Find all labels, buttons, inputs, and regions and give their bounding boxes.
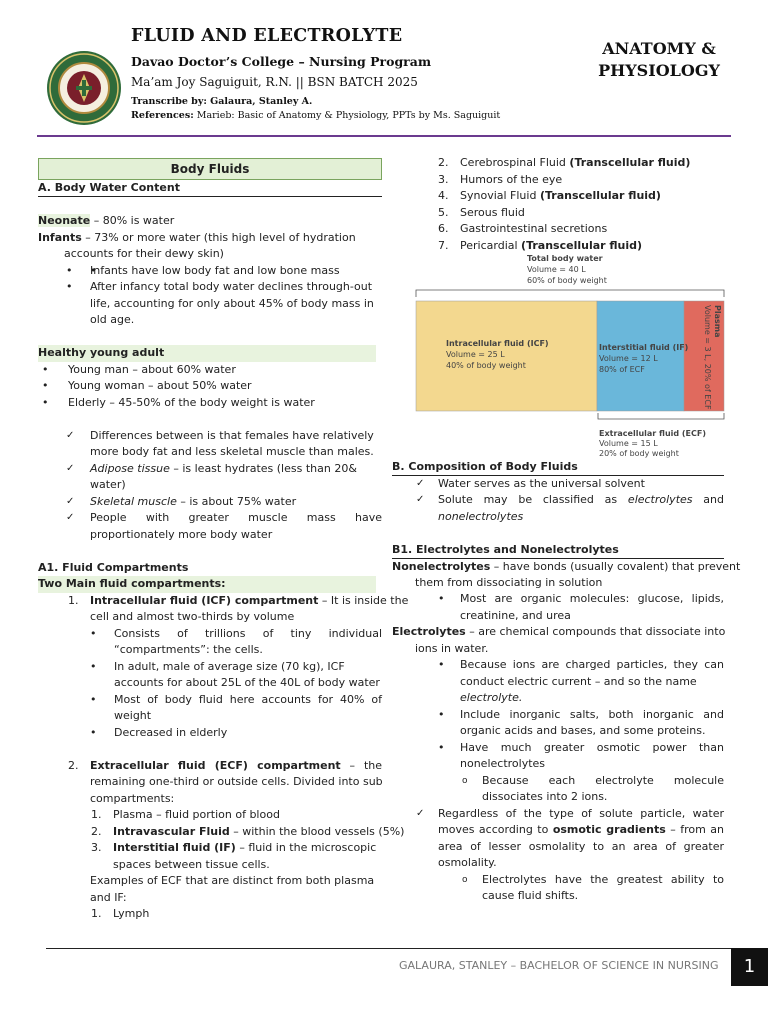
document-title: FLUID AND ELECTROLYTE	[131, 26, 403, 46]
example-lymph: 1. Lymph	[91, 907, 150, 920]
examples-intro: Examples of ECF that are distinct from both plasma	[90, 874, 375, 887]
bullet-osmotic-power: • Have much greater osmotic power than	[438, 740, 724, 754]
examples-intro-cont: and IF:	[90, 890, 127, 904]
header-divider	[37, 135, 731, 137]
bullet-icf-most-fluid-cont: weight	[114, 709, 152, 722]
subject-title: ANATOMY & PHYSIOLOGY	[598, 39, 720, 80]
bullet-inorganic-salts: • Include inorganic salts, both inorganic and	[438, 707, 724, 721]
check-regardless-solute-cont-2: area of lesser osmolality to an area of greater	[438, 839, 724, 853]
college-name: Davao Doctor’s College – Nursing Program	[131, 54, 432, 69]
item-ecf-cont-2: compartments:	[90, 791, 175, 805]
item-ecf-cont: remaining one-third or outside cells. Divided into sub	[90, 775, 383, 788]
label-icf-percent: 40% of body weight	[446, 361, 526, 370]
sub-interstitial: 3. Interstitial fluid (IF) – fluid in the microscopic	[91, 841, 377, 854]
circle-dissociates-cont: dissociates into 2 ions.	[482, 790, 608, 803]
left-column	[38, 158, 409, 923]
circle-fluid-shifts-cont: cause fluid shifts.	[482, 889, 579, 902]
infants-line: Infants – 73% or more water (this high level of hydration	[38, 230, 356, 244]
bullet-organic-molecules-cont: creatinine, and urea	[460, 608, 571, 622]
circle-fluid-shifts: o Electrolytes have the greatest ability to	[462, 872, 724, 886]
electrolytes-def-cont: ions in water.	[415, 641, 489, 655]
footer-divider	[46, 948, 768, 949]
example-serous: 5. Serous fluid	[438, 205, 525, 219]
page-number: 1	[731, 948, 768, 986]
bracket-ecf	[598, 413, 724, 419]
check-muscle-mass: ✓ People with greater muscle mass have	[66, 511, 382, 524]
bullet-icf-trillions-cont: “compartments”: the cells.	[114, 643, 263, 656]
label-ecf-percent: 20% of body weight	[599, 449, 679, 458]
check-universal-solvent: ✓ Water serves as the universal solvent	[416, 476, 645, 490]
bullet-charged-particles-cont: conduct electric current – and so the name	[460, 674, 697, 688]
label-total-volume: Volume = 40 L	[527, 265, 586, 274]
check-skeletal-muscle: ✓ Skeletal muscle – is about 75% water	[66, 494, 297, 508]
sub-interstitial-cont: spaces between tissue cells.	[113, 857, 270, 871]
example-csf: 2. Cerebrospinal Fluid (Transcellular fluid)	[438, 156, 691, 169]
bullet-charged-particles: • Because ions are charged particles, they can	[438, 658, 724, 671]
check-differences-cont: more body fat and less skeletal muscle than males.	[90, 445, 374, 458]
check-solute-classified-cont: nonelectrolytes	[438, 509, 524, 523]
bullet-infant-fat: • • Infants have low body fat and low bone mass	[38, 263, 382, 280]
label-total-body-water: Total body water	[527, 254, 603, 263]
heading-fluid-compartments: A1. Fluid Compartments	[38, 560, 189, 574]
check-regardless-solute-cont: moves according to osmotic gradients – from an	[438, 823, 724, 836]
heading-two-main-compartments: Two Main fluid compartments:	[38, 576, 376, 593]
bullet-organic-molecules: • Most are organic molecules: glucose, lipids,	[438, 592, 724, 605]
label-plasma-volume: Volume = 3 L, 20% of ECF	[703, 305, 712, 410]
bullet-icf-adult-male: • In adult, male of average size (70 kg), ICF	[90, 659, 345, 673]
item-icf-cont: cell and almost two-thirds by volume	[90, 610, 295, 623]
college-seal-logo	[46, 50, 122, 126]
label-total-percent: 60% of body weight	[527, 276, 607, 285]
example-synovial: 4. Synovial Fluid (Transcellular fluid)	[438, 189, 661, 202]
item-ecf-compartment: 2. Extracellular fluid (ECF) compartment – the	[68, 758, 382, 772]
label-plasma: Plasma	[713, 305, 722, 338]
bullet-infancy-decline-cont: life, accounting for only about 45% of body mass in	[90, 296, 374, 310]
section-title-body-fluids: Body Fluids	[38, 158, 382, 180]
example-eye-humors: 3. Humors of the eye	[438, 172, 563, 186]
bracket-total-body-water	[416, 290, 724, 297]
body-water-compartments-diagram	[415, 253, 725, 463]
label-if-percent: 80% of ECF	[599, 365, 645, 374]
transcriber-line: Transcribe by: Galaura, Stanley A.	[131, 96, 313, 107]
check-adipose: ✓ Adipose tissue – is least hydrates (less than 20&	[66, 461, 357, 475]
example-pericardial: 7. Pericardial (Transcellular fluid)	[438, 238, 643, 252]
bullet-osmotic-power-cont: nonelectrolytes	[460, 757, 546, 770]
example-gi-secretions: 6. Gastrointestinal secretions	[438, 222, 608, 235]
nonelectrolytes-def: Nonelectrolytes – have bonds (usually covalent) that prevent	[392, 560, 741, 573]
instructor-line: Ma’am Joy Saguiguit, R.N. || BSN BATCH 2025	[131, 75, 418, 89]
electrolytes-def: Electrolytes – are chemical compounds that dissociate into	[392, 625, 726, 638]
circle-dissociates: o Because each electrolyte molecule	[462, 773, 724, 787]
infants-line-cont: accounts for their dewy skin)	[64, 247, 224, 260]
bullet-icf-trillions: • Consists of trillions of tiny individual	[90, 626, 382, 640]
bullet-infancy-decline: • After infancy total body water declines through-out	[66, 280, 373, 293]
sub-plasma: 1. Plasma – fluid portion of blood	[91, 808, 280, 821]
bullet-icf-elderly: • Decreased in elderly	[90, 725, 228, 739]
bullet-icf-most-fluid: • Most of body fluid here accounts for 40% of	[90, 692, 382, 706]
bullet-charged-particles-end: electrolyte.	[460, 691, 523, 704]
label-ecf: Extracellular fluid (ECF)	[599, 429, 707, 438]
check-regardless-solute: ✓ Regardless of the type of solute particle, water	[416, 806, 724, 820]
label-icf-volume: Volume = 25 L	[446, 350, 505, 359]
check-adipose-cont: water)	[90, 478, 126, 491]
neonate-line: Neonate – 80% is water	[38, 214, 175, 227]
bullet-young-woman: • Young woman – about 50% water	[42, 379, 252, 392]
bullet-young-man: • Young man – about 60% water	[42, 362, 236, 376]
bullet-elderly: • Elderly – 45-50% of the body weight is water	[42, 395, 315, 409]
heading-body-water-content: A. Body Water Content	[38, 180, 382, 197]
label-if: Interstitial fluid (IF)	[599, 343, 689, 352]
label-if-volume: Volume = 12 L	[599, 354, 658, 363]
heading-electrolytes: B1. Electrolytes and Nonelectrolytes	[392, 542, 619, 556]
check-solute-classified: ✓ Solute may be classified as electrolytes and	[416, 493, 724, 506]
heading-healthy-young-adult: Healthy young adult	[38, 345, 376, 362]
references-line: References: Marieb: Basic of Anatomy & Physiology, PPTs by Ms. Saguiguit	[131, 110, 501, 121]
sub-intravascular: 2. Intravascular Fluid – within the blood vessels (5%)	[91, 824, 405, 838]
footer-author: GALAURA, STANLEY – BACHELOR OF SCIENCE IN NURSING	[399, 959, 719, 972]
check-regardless-solute-end: osmolality.	[438, 856, 497, 869]
nonelectrolytes-def-cont: them from dissociating in solution	[415, 575, 603, 589]
check-muscle-mass-cont: proportionately more body water	[90, 527, 273, 541]
heading-composition: B. Composition of Body Fluids	[392, 459, 724, 476]
bullet-icf-adult-male-cont: accounts for about 25L of the 40L of body water	[114, 676, 380, 689]
check-differences: ✓ Differences between is that females have relatively	[66, 428, 374, 442]
bullet-infancy-decline-end: old age.	[90, 313, 135, 326]
bullet-inorganic-salts-cont: organic acids and bases, and some proteins.	[460, 724, 706, 737]
label-icf: Intracellular fluid (ICF)	[446, 339, 549, 348]
item-icf-compartment: 1. Intracellular fluid (ICF) compartment – It is inside the	[68, 593, 409, 607]
block-intracellular-fluid	[416, 301, 597, 411]
label-ecf-volume: Volume = 15 L	[599, 439, 658, 448]
